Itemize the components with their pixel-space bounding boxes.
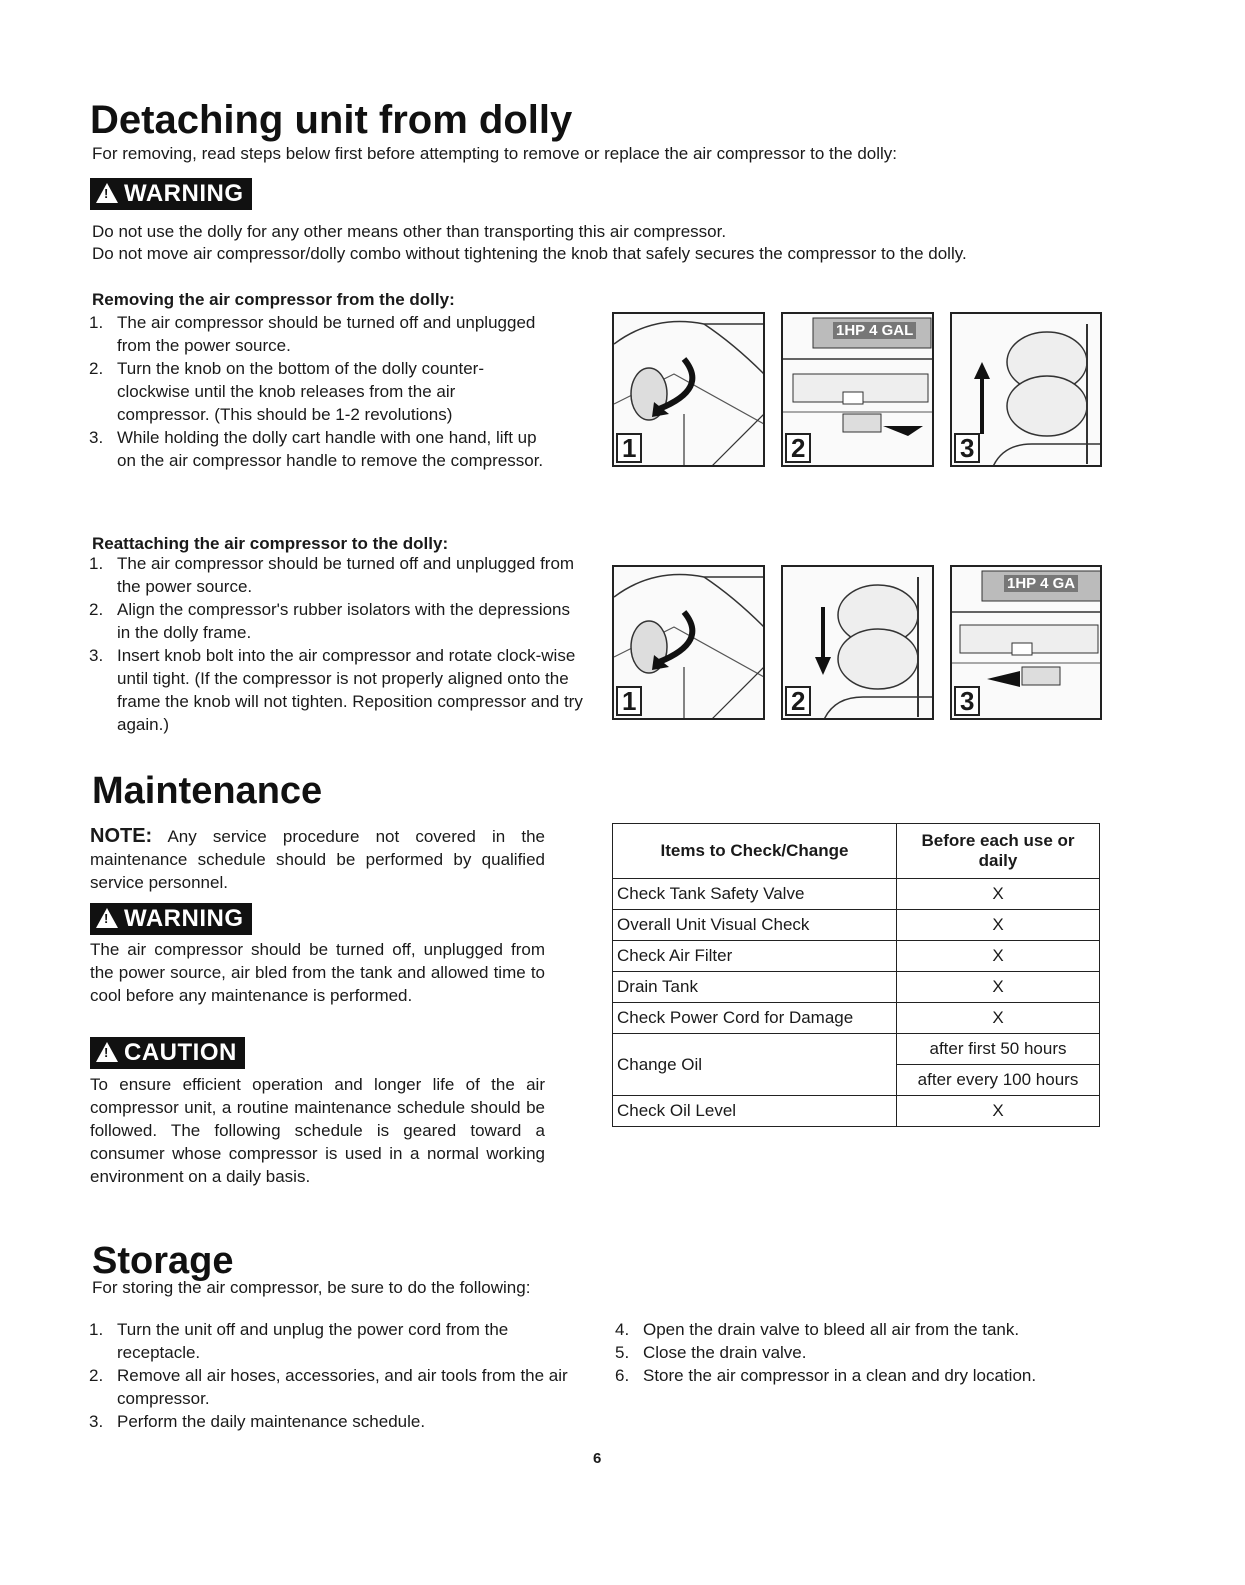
figure-number: 1 [616, 433, 642, 463]
table-header-row [613, 824, 1100, 879]
warning-label: WARNING [124, 180, 244, 207]
section-title-storage: Storage [92, 1240, 234, 1282]
step-text: Store the air compressor in a clean and dry location. [643, 1366, 1037, 1385]
step-number: 5. [615, 1343, 630, 1362]
decal-text: 1HP 4 GAL [833, 322, 916, 339]
warning-triangle-icon [96, 183, 118, 203]
maintenance-warning-text: The air compressor should be turned off, unplugged from the power source, air bled from the tank and allowed time to cool before any maintenance is performed. [90, 940, 545, 1005]
step-text: The air compressor should be turned off and unplugged from the power source. [117, 313, 536, 355]
step-number: 1. [89, 1320, 104, 1339]
table-row [613, 972, 1100, 1003]
table-row [613, 1003, 1100, 1034]
section-title-maintenance: Maintenance [92, 770, 323, 812]
step-text: Open the drain valve to bleed all air from the tank. [643, 1320, 1020, 1339]
caution-badge [90, 1037, 245, 1069]
table-cell-item: Drain Tank [613, 972, 897, 1003]
step-text: Perform the daily maintenance schedule. [117, 1412, 426, 1431]
figure-number: 1 [616, 686, 642, 716]
table-cell-value: after every 100 hours [897, 1065, 1100, 1096]
removing-figure-3 [950, 312, 1102, 467]
storage-steps-right [615, 1318, 1115, 1387]
list-item [89, 1410, 579, 1433]
warning-triangle-icon [96, 908, 118, 928]
step-number: 3. [89, 1412, 104, 1431]
step-text: Close the drain valve. [643, 1343, 807, 1362]
table-cell-value: after first 50 hours [897, 1034, 1100, 1065]
warning-badge [90, 903, 252, 935]
reattaching-heading: Reattaching the air compressor to the dolly: [92, 534, 449, 553]
step-number: 3. [89, 428, 104, 447]
step-number: 1. [89, 554, 104, 573]
reattaching-figure-2 [781, 565, 934, 720]
warning-label: WARNING [124, 905, 244, 932]
figure-number: 3 [954, 433, 980, 463]
list-item [89, 426, 549, 472]
table-cell-item: Check Oil Level [613, 1096, 897, 1127]
list-item [615, 1318, 1115, 1341]
caution-triangle-icon [96, 1042, 118, 1062]
figure-number: 3 [954, 686, 980, 716]
table-row [613, 941, 1100, 972]
decal-text: 1HP 4 GA [1004, 575, 1078, 592]
warning-line-1: Do not use the dolly for any other means other than transporting this air compressor. [92, 222, 727, 241]
table-row [613, 910, 1100, 941]
table-row [613, 1096, 1100, 1127]
table-cell-item: Change Oil [613, 1034, 897, 1096]
table-cell-value: X [897, 972, 1100, 1003]
note-text: Any service procedure not covered in the maintenance schedule should be performed by qualified service personnel. [90, 827, 545, 892]
list-item [89, 357, 549, 426]
table-cell-item: Check Air Filter [613, 941, 897, 972]
column-header-items: Items to Check/Change [613, 824, 897, 879]
list-item [89, 598, 584, 644]
table-cell-value: X [897, 879, 1100, 910]
list-item [89, 644, 584, 736]
maintenance-schedule-table [612, 823, 1100, 1127]
maintenance-note [90, 825, 545, 894]
step-number: 2. [89, 600, 104, 619]
figure-number: 2 [785, 433, 811, 463]
step-number: 3. [89, 646, 104, 665]
step-text: Insert knob bolt into the air compressor and rotate clock-wise until tight. (If the compressor is not properly aligned onto the frame the knob will not tighten. Reposition compressor and try again.) [117, 646, 583, 734]
maintenance-caution-text: To ensure efficient operation and longer life of the air compressor unit, a routine maintenance schedule should be followed. The following schedule is geared toward a consumer whose compressor is used in a normal working environment on a daily basis. [90, 1075, 545, 1186]
step-number: 2. [89, 1366, 104, 1385]
warning-line-2: Do not move air compressor/dolly combo without tightening the knob that safely secures the compressor to the dolly. [92, 244, 967, 263]
reattaching-steps [89, 552, 584, 736]
list-item [89, 1318, 579, 1364]
step-number: 4. [615, 1320, 630, 1339]
step-text: Turn the unit off and unplug the power cord from the receptacle. [117, 1320, 509, 1362]
detaching-intro: For removing, read steps below first before attempting to remove or replace the air compressor to the dolly: [92, 144, 898, 163]
list-item [615, 1364, 1115, 1387]
step-text: While holding the dolly cart handle with one hand, lift up on the air compressor handle to remove the compressor. [117, 428, 544, 470]
note-label: NOTE: [90, 825, 153, 847]
caution-label: CAUTION [124, 1039, 237, 1066]
removing-steps [89, 311, 549, 472]
table-cell-item: Check Tank Safety Valve [613, 879, 897, 910]
removing-heading: Removing the air compressor from the dolly: [92, 290, 455, 309]
step-text: Turn the knob on the bottom of the dolly counter-clockwise until the knob releases from the air compressor. (This should be 1-2 revolutions) [117, 359, 484, 424]
step-number: 1. [89, 313, 104, 332]
section-title-detaching: Detaching unit from dolly [90, 98, 573, 142]
table-cell-value: X [897, 910, 1100, 941]
table-cell-item: Check Power Cord for Damage [613, 1003, 897, 1034]
step-text: Align the compressor's rubber isolators with the depressions in the dolly frame. [117, 600, 571, 642]
storage-intro: For storing the air compressor, be sure to do the following: [92, 1278, 531, 1297]
list-item [89, 1364, 579, 1410]
page-number: 6 [593, 1450, 602, 1467]
reattaching-figure-3 [950, 565, 1102, 720]
list-item [89, 311, 549, 357]
table-cell-value: X [897, 1096, 1100, 1127]
step-text: Remove all air hoses, accessories, and air tools from the air compressor. [117, 1366, 568, 1408]
table-row [613, 879, 1100, 910]
list-item [615, 1341, 1115, 1364]
table-cell-value: X [897, 941, 1100, 972]
removing-figure-2 [781, 312, 934, 467]
storage-steps-left [89, 1318, 579, 1433]
step-number: 6. [615, 1366, 630, 1385]
reattaching-figure-1 [612, 565, 765, 720]
figure-number: 2 [785, 686, 811, 716]
removing-figure-1 [612, 312, 765, 467]
step-number: 2. [89, 359, 104, 378]
warning-badge [90, 178, 252, 210]
table-cell-value: X [897, 1003, 1100, 1034]
list-item [89, 552, 584, 598]
column-header-frequency: Before each use or daily [897, 824, 1100, 879]
table-row [613, 1034, 1100, 1065]
step-text: The air compressor should be turned off and unplugged from the power source. [117, 554, 575, 596]
table-cell-item: Overall Unit Visual Check [613, 910, 897, 941]
